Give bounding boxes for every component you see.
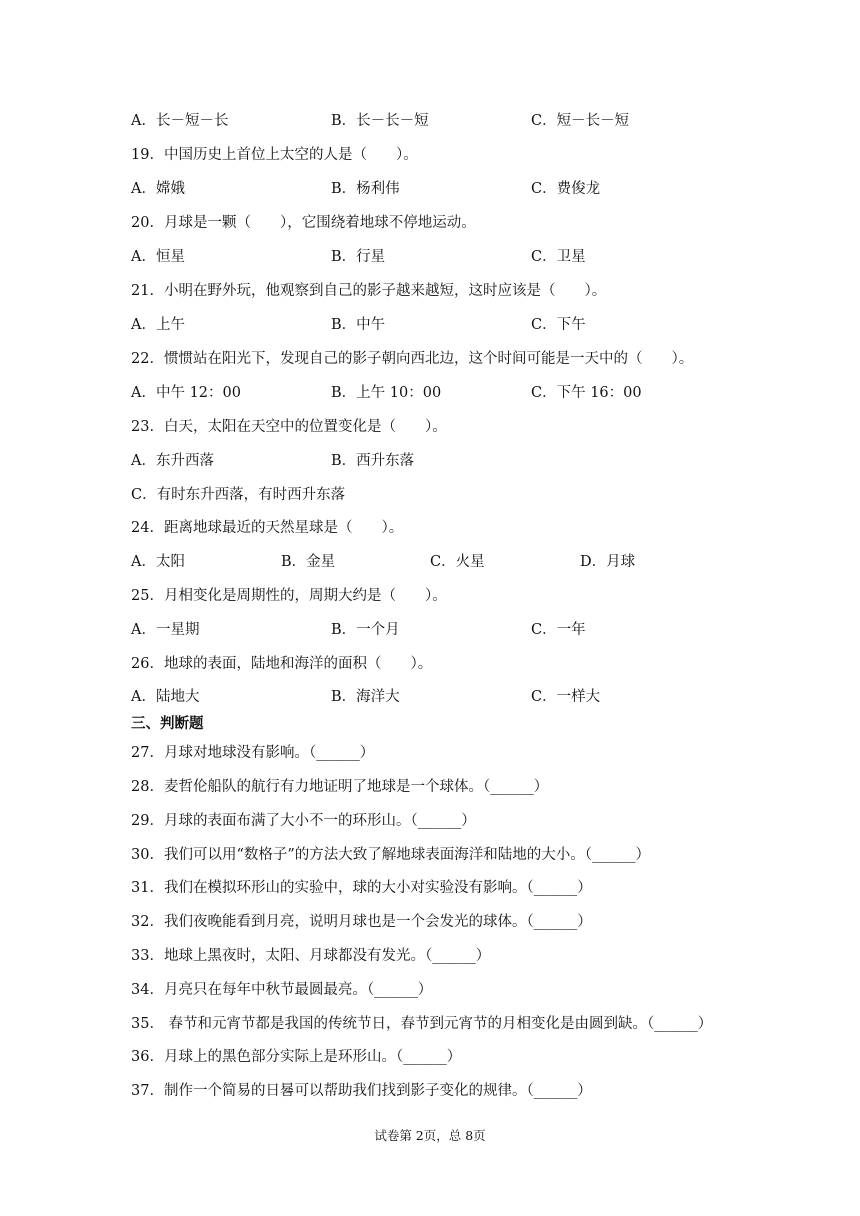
q21-option-b: B．中午 bbox=[331, 317, 386, 333]
q20-option-b: B．行星 bbox=[331, 249, 386, 265]
q19-option-a: A．嫦娥 bbox=[131, 181, 185, 197]
q25-option-b: B．一个月 bbox=[331, 622, 400, 638]
q23-option-a: A．东升西落 bbox=[131, 453, 214, 469]
judgment-28: 28．麦哲伦船队的航行有力地证明了地球是一个球体。（______） bbox=[131, 779, 549, 795]
q24-option-b: B．金星 bbox=[281, 554, 336, 570]
judgment-33: 33．地球上黑夜时，太阳、月球都没有发光。（______） bbox=[131, 948, 491, 964]
question-22: 22．惯惯站在阳光下，发现自己的影子朝向西北边，这个时间可能是一天中的（ ）。 bbox=[131, 351, 694, 367]
judgment-34: 34．月亮只在每年中秋节最圆最亮。（______） bbox=[131, 982, 433, 998]
q19-option-b: B．杨利伟 bbox=[331, 181, 400, 197]
judgment-37: 37．制作一个简易的日晷可以帮助我们找到影子变化的规律。（______） bbox=[131, 1083, 592, 1099]
judgment-27: 27．月球对地球没有影响。（______） bbox=[131, 745, 375, 761]
judgment-31: 31．我们在模拟环形山的实验中，球的大小对实验没有影响。（______） bbox=[131, 880, 592, 896]
section-3-title: 三、判断题 bbox=[131, 715, 204, 732]
judgment-29: 29．月球的表面布满了大小不一的环形山。（______） bbox=[131, 813, 476, 829]
q21-option-c: C．下午 bbox=[531, 317, 586, 333]
q26-option-c: C．一样大 bbox=[531, 689, 601, 705]
question-25: 25．月相变化是周期性的，周期大约是（ ）。 bbox=[131, 588, 447, 604]
question-24: 24．距离地球最近的天然星球是（ ）。 bbox=[131, 520, 404, 536]
q22-option-c: C．下午 16：00 bbox=[531, 385, 642, 401]
judgment-32: 32．我们夜晚能看到月亮，说明月球也是一个会发光的球体。（______） bbox=[131, 914, 592, 930]
question-26: 26．地球的表面，陆地和海洋的面积（ ）。 bbox=[131, 656, 433, 672]
question-20: 20．月球是一颗（ ），它围绕着地球不停地运动。 bbox=[131, 215, 476, 231]
q23-option-b: B．西升东落 bbox=[331, 453, 415, 469]
q18-option-a: A．长－短－长 bbox=[131, 113, 229, 129]
q24-option-c: C．火星 bbox=[430, 554, 485, 570]
q24-option-a: A．太阳 bbox=[131, 554, 185, 570]
q20-option-a: A．恒星 bbox=[131, 249, 185, 265]
q25-option-a: A．一星期 bbox=[131, 622, 200, 638]
q23-option-c: C．有时东升西落，有时西升东落 bbox=[131, 487, 346, 503]
q26-option-a: A．陆地大 bbox=[131, 689, 200, 705]
question-23: 23．白天，太阳在天空中的位置变化是（ ）。 bbox=[131, 419, 447, 435]
question-19: 19．中国历史上首位上太空的人是（ ）。 bbox=[131, 147, 418, 163]
judgment-30: 30．我们可以用“数格子”的方法大致了解地球表面海洋和陆地的大小。（______） bbox=[131, 847, 651, 863]
q18-option-c: C．短－长－短 bbox=[531, 113, 630, 129]
q22-option-a: A．中午 12：00 bbox=[131, 385, 241, 401]
question-21: 21．小明在野外玩，他观察到自己的影子越来越短，这时应该是（ ）。 bbox=[131, 283, 607, 299]
judgment-36: 36．月球上的黑色部分实际上是环形山。（______） bbox=[131, 1049, 462, 1065]
q25-option-c: C．一年 bbox=[531, 622, 586, 638]
q20-option-c: C．卫星 bbox=[531, 249, 586, 265]
q18-option-b: B．长－长－短 bbox=[331, 113, 429, 129]
judgment-35: 35． 春节和元宵节都是我国的传统节日，春节到元宵节的月相变化是由圆到缺。（______） bbox=[131, 1016, 713, 1032]
q22-option-b: B．上午 10：00 bbox=[331, 385, 442, 401]
q19-option-c: C．费俊龙 bbox=[531, 181, 601, 197]
page-footer: 试卷第 2页，总 8页 bbox=[374, 1128, 486, 1143]
q24-option-d: D．月球 bbox=[580, 554, 636, 570]
q21-option-a: A．上午 bbox=[131, 317, 185, 333]
q26-option-b: B．海洋大 bbox=[331, 689, 400, 705]
